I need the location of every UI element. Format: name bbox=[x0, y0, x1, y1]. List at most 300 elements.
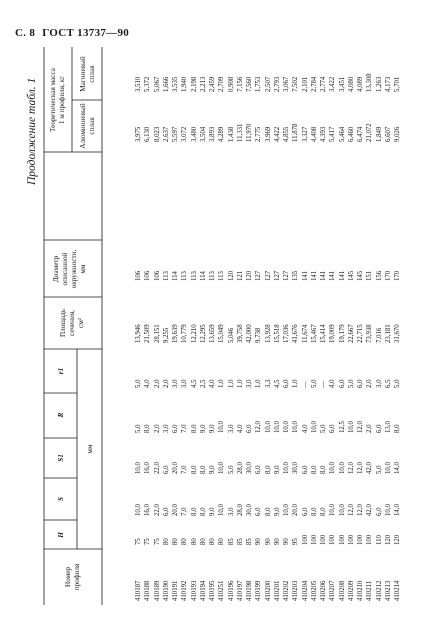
cell-magnesium: 7,156 bbox=[236, 76, 244, 92]
cell-r: 5,0 bbox=[320, 424, 327, 433]
cell-s1: 28,0 bbox=[236, 462, 244, 474]
cell-profile-number: 410209 bbox=[347, 580, 355, 601]
cell-s1: 5,0 bbox=[227, 465, 235, 474]
cell-diameter: 113 bbox=[162, 271, 170, 281]
cell-magnesium: 2,213 bbox=[199, 76, 207, 92]
cell-profile-number: 410206 bbox=[320, 580, 327, 601]
cell-magnesium: 2,774 bbox=[320, 76, 327, 92]
cell-area: 11,674 bbox=[301, 324, 309, 343]
cell-r1: 1,0 bbox=[255, 379, 263, 388]
cell-area: 19,009 bbox=[329, 324, 337, 343]
cell-s1: 10,0 bbox=[329, 462, 337, 474]
cell-area: 22,715 bbox=[357, 324, 364, 343]
rotated-table bbox=[22, 45, 412, 605]
cell-diameter: 106 bbox=[153, 270, 161, 281]
cell-area: 12,210 bbox=[190, 324, 198, 343]
cell-diameter: 113 bbox=[190, 271, 198, 281]
cell-magnesium: 2,784 bbox=[310, 76, 318, 92]
column-profile-number bbox=[134, 557, 402, 601]
cell-r: 6,0 bbox=[329, 424, 337, 433]
cell-s: 9,0 bbox=[209, 507, 216, 516]
cell-area: 7,016 bbox=[375, 327, 383, 343]
cell-area: 15,049 bbox=[218, 324, 226, 343]
cell-r1: 5,0 bbox=[135, 379, 142, 388]
cell-area: 15,467 bbox=[310, 324, 318, 343]
cell-diameter: 114 bbox=[199, 271, 207, 281]
cell-profile-number: 410197 bbox=[236, 580, 244, 601]
cell-magnesium: 1,753 bbox=[255, 76, 263, 92]
cell-area: 13,659 bbox=[209, 324, 216, 343]
cell-area: 73,938 bbox=[366, 324, 374, 343]
header-mass-2: 1 м профиля, кг bbox=[58, 75, 66, 125]
cell-profile-number: 410205 bbox=[310, 580, 318, 601]
cell-h: 100 bbox=[320, 534, 327, 545]
cell-profile-number: 410189 bbox=[153, 580, 161, 601]
cell-diameter: 141 bbox=[301, 270, 309, 281]
cell-s1: 10,0 bbox=[283, 462, 290, 474]
column-r bbox=[134, 403, 402, 433]
header-aluminum-1: Алюминиевый bbox=[79, 103, 87, 149]
cell-s: 8,0 bbox=[199, 507, 207, 516]
cell-diameter: 170 bbox=[384, 270, 392, 281]
cell-s: 42,0 bbox=[366, 504, 374, 516]
cell-s: 20,0 bbox=[172, 504, 179, 516]
cell-r: 6,0 bbox=[172, 424, 179, 433]
cell-s1: 8,0 bbox=[310, 465, 318, 474]
page-header bbox=[15, 27, 133, 39]
cell-s: 8,0 bbox=[310, 507, 318, 516]
column-r1 bbox=[134, 360, 402, 388]
cell-aluminum: 1,438 bbox=[227, 126, 235, 142]
cell-aluminum: 6,474 bbox=[357, 126, 364, 142]
header-mass-1: Теоретическая масса bbox=[49, 68, 57, 132]
cell-area: 41,676 bbox=[292, 324, 300, 343]
cell-profile-number: 410196 bbox=[227, 580, 235, 601]
cell-s: 10,0 bbox=[338, 504, 346, 516]
cell-diameter: 114 bbox=[172, 271, 179, 281]
cell-s1: 9,0 bbox=[209, 465, 216, 474]
cell-magnesium: 5,372 bbox=[144, 76, 152, 92]
cell-r: 5,0 bbox=[135, 424, 142, 433]
cell-r1: 1,0 bbox=[227, 379, 235, 388]
cell-magnesium: 2,101 bbox=[301, 76, 309, 92]
cell-r: 13,0 bbox=[384, 421, 392, 433]
cell-aluminum: 8,023 bbox=[153, 126, 161, 142]
cell-s: 12,0 bbox=[347, 504, 355, 516]
cell-h: 80 bbox=[218, 538, 226, 545]
cell-magnesium: 3,422 bbox=[329, 76, 337, 92]
cell-r1: 4,5 bbox=[273, 379, 281, 388]
cell-s1: 10,0 bbox=[218, 462, 226, 474]
cell-r: 10,0 bbox=[310, 421, 318, 433]
cell-r: 9,0 bbox=[199, 424, 207, 433]
cell-h: 80 bbox=[172, 538, 179, 545]
cell-aluminum: 4,289 bbox=[218, 126, 226, 142]
cell-area: 12,295 bbox=[199, 324, 207, 343]
cell-r1: 6,0 bbox=[283, 379, 290, 388]
cell-aluminum: 5,464 bbox=[338, 126, 346, 142]
cell-area: 15,518 bbox=[273, 324, 281, 343]
cell-magnesium: 1,940 bbox=[181, 76, 189, 92]
cell-r1: 1,0 bbox=[292, 379, 300, 388]
cell-aluminum: 5,417 bbox=[329, 126, 337, 142]
cell-magnesium: 4,089 bbox=[357, 76, 364, 92]
cell-s: 10,0 bbox=[218, 504, 226, 516]
cell-area: 15,414 bbox=[320, 324, 327, 343]
page-number: С. 8 bbox=[15, 27, 36, 39]
cell-s1: 22,0 bbox=[153, 462, 161, 474]
cell-s1: 20,0 bbox=[172, 462, 179, 474]
cell-aluminum: 2,637 bbox=[162, 126, 170, 142]
header-profile-number-1: Номер bbox=[64, 567, 72, 587]
cell-diameter: 127 bbox=[264, 270, 272, 281]
cell-s1: 5,0 bbox=[375, 465, 383, 474]
cell-h: 80 bbox=[190, 538, 198, 545]
cell-magnesium: 5,701 bbox=[394, 76, 401, 92]
cell-s1: 9,0 bbox=[273, 465, 281, 474]
cell-magnesium: 3,067 bbox=[283, 76, 290, 92]
cell-area: 5,046 bbox=[227, 327, 235, 343]
cell-r: 4,0 bbox=[236, 424, 244, 433]
cell-area: 22,667 bbox=[347, 324, 355, 343]
cell-diameter: 141 bbox=[329, 270, 337, 281]
cell-r1: 4,0 bbox=[329, 379, 337, 388]
cell-diameter: 106 bbox=[135, 270, 142, 281]
cell-s1: 8,0 bbox=[320, 465, 327, 474]
header-mm: мм bbox=[86, 444, 94, 454]
cell-h: 90 bbox=[283, 538, 290, 545]
cell-h: 85 bbox=[246, 538, 253, 545]
column-s1 bbox=[134, 444, 402, 474]
cell-r1: 3,0 bbox=[172, 379, 179, 388]
cell-profile-number: 410198 bbox=[246, 580, 253, 601]
cell-aluminum: 3,893 bbox=[209, 126, 216, 142]
header-diameter-1: Диаметр bbox=[52, 255, 60, 283]
cell-magnesium: 2,507 bbox=[264, 76, 272, 92]
cell-area: 13,946 bbox=[135, 324, 142, 343]
cell-diameter: 145 bbox=[347, 270, 355, 281]
cell-s1: 6,0 bbox=[255, 465, 263, 474]
cell-s: 16,0 bbox=[144, 504, 152, 516]
cell-magnesium: 1,666 bbox=[162, 76, 170, 92]
cell-h: 75 bbox=[135, 538, 142, 545]
header-diameter-4: мм bbox=[79, 264, 87, 274]
cell-s: 10,0 bbox=[135, 504, 142, 516]
cell-r1: 3,0 bbox=[246, 379, 253, 388]
column-s bbox=[134, 486, 402, 516]
cell-magnesium: 4,080 bbox=[347, 76, 355, 92]
cell-area: 19,179 bbox=[338, 324, 346, 343]
cell-r: 10,0 bbox=[273, 421, 281, 433]
cell-magnesium: 0,908 bbox=[227, 76, 235, 92]
cell-magnesium: 3,510 bbox=[135, 76, 142, 92]
cell-h: 95 bbox=[292, 538, 300, 545]
cell-r: 12,0 bbox=[357, 421, 364, 433]
cell-magnesium: 2,793 bbox=[273, 76, 281, 92]
cell-h: 100 bbox=[347, 534, 355, 545]
cell-r1: 3,0 bbox=[181, 379, 189, 388]
cell-h: 100 bbox=[366, 534, 374, 545]
cell-diameter: 151 bbox=[366, 270, 374, 281]
cell-s: 20,0 bbox=[292, 504, 300, 516]
cell-r: 6,0 bbox=[375, 424, 383, 433]
cell-r1: 2,0 bbox=[366, 379, 374, 388]
cell-profile-number: 410204 bbox=[301, 580, 309, 601]
cell-aluminum: 21,072 bbox=[366, 123, 374, 142]
cell-magnesium: 7,560 bbox=[246, 76, 253, 92]
cell-r: 8,0 bbox=[144, 424, 152, 433]
cell-area: 10,779 bbox=[181, 324, 189, 343]
cell-r: 3,0 bbox=[227, 424, 235, 433]
cell-profile-number: 410207 bbox=[329, 580, 337, 601]
cell-profile-number: 410212 bbox=[375, 580, 383, 601]
cell-aluminum: 9,026 bbox=[394, 126, 401, 142]
header-aluminum-2: сплав bbox=[88, 117, 96, 135]
cell-h: 85 bbox=[236, 538, 244, 545]
cell-diameter: 113 bbox=[181, 271, 189, 281]
cell-r1: 5,0 bbox=[394, 379, 401, 388]
cell-r1: 4,0 bbox=[209, 379, 216, 388]
cell-profile-number: 410201 bbox=[273, 580, 281, 601]
cell-s1: 30,0 bbox=[246, 462, 253, 474]
cell-h: 120 bbox=[384, 534, 392, 545]
cell-diameter: 141 bbox=[320, 270, 327, 281]
cell-h: 90 bbox=[273, 538, 281, 545]
column-area bbox=[134, 307, 402, 343]
cell-r: 3,0 bbox=[162, 424, 170, 433]
cell-s1: 30,0 bbox=[292, 462, 300, 474]
cell-aluminum: 1,849 bbox=[375, 126, 383, 142]
cell-aluminum: 6,607 bbox=[384, 126, 392, 142]
cell-area: 39,758 bbox=[236, 324, 244, 343]
cell-s1: 10,0 bbox=[135, 462, 142, 474]
cell-s: 6,0 bbox=[255, 507, 263, 516]
cell-r1: 1,0 bbox=[218, 379, 226, 388]
cell-s: 28,0 bbox=[236, 504, 244, 516]
cell-aluminum: 2,775 bbox=[255, 126, 263, 142]
cell-profile-number: 410208 bbox=[338, 580, 346, 601]
cell-h: 100 bbox=[338, 534, 346, 545]
cell-r: 2,0 bbox=[366, 424, 374, 433]
cell-aluminum: 3,072 bbox=[181, 126, 189, 142]
cell-s1: 6,0 bbox=[301, 465, 309, 474]
cell-r: 10,0 bbox=[218, 421, 226, 433]
cell-h: 85 bbox=[227, 538, 235, 545]
cell-r1: 1,0 bbox=[236, 379, 244, 388]
cell-r1: 6,5 bbox=[384, 379, 392, 388]
cell-aluminum: 11,878 bbox=[292, 123, 300, 142]
cell-area: 31,670 bbox=[394, 324, 401, 343]
header-magnesium-2: сплав bbox=[88, 65, 96, 83]
cell-aluminum: 3,975 bbox=[135, 126, 142, 142]
cell-profile-number: 410192 bbox=[181, 580, 189, 601]
cell-r1: 4,5 bbox=[190, 379, 198, 388]
column-h bbox=[134, 525, 402, 545]
column-magnesium bbox=[134, 56, 402, 92]
cell-diameter: 127 bbox=[273, 270, 281, 281]
header-profile-number-2: профиля bbox=[73, 563, 81, 591]
cell-r: 10,0 bbox=[283, 421, 290, 433]
cell-s: 8,0 bbox=[264, 507, 272, 516]
cell-h: 75 bbox=[153, 538, 161, 545]
header-area-1: Площадь bbox=[59, 308, 67, 338]
cell-magnesium: 2,459 bbox=[209, 76, 216, 92]
cell-r: 10,0 bbox=[264, 421, 272, 433]
cell-diameter: 120 bbox=[246, 270, 253, 281]
cell-profile-number: 410188 bbox=[144, 580, 152, 601]
cell-profile-number: 410195 bbox=[209, 580, 216, 601]
cell-s: 8,0 bbox=[320, 507, 327, 516]
cell-h: 75 bbox=[144, 538, 152, 545]
cell-r1: — bbox=[320, 381, 327, 388]
cell-diameter: 106 bbox=[144, 270, 152, 281]
cell-area: 28,151 bbox=[153, 324, 161, 343]
cell-profile-number: 410193 bbox=[190, 580, 198, 601]
cell-h: 80 bbox=[181, 538, 189, 545]
cell-magnesium: 4,173 bbox=[384, 76, 392, 92]
cell-diameter: 156 bbox=[375, 270, 383, 281]
cell-h: 100 bbox=[310, 534, 318, 545]
cell-aluminum: 4,408 bbox=[310, 126, 318, 142]
header-s: S bbox=[57, 497, 65, 501]
cell-diameter: 113 bbox=[209, 271, 216, 281]
cell-s: 10,0 bbox=[329, 504, 337, 516]
cell-r: 12,0 bbox=[255, 421, 263, 433]
cell-r: 10,0 bbox=[347, 421, 355, 433]
cell-s: 7,0 bbox=[181, 507, 189, 516]
cell-s1: 14,0 bbox=[394, 462, 401, 474]
cell-diameter: 127 bbox=[283, 270, 290, 281]
cell-r: 2,0 bbox=[153, 424, 161, 433]
column-aluminum bbox=[134, 106, 402, 142]
cell-diameter: 170 bbox=[394, 270, 401, 281]
cell-h: 100 bbox=[301, 534, 309, 545]
cell-r1: 3,0 bbox=[375, 379, 383, 388]
cell-magnesium: 13,308 bbox=[366, 73, 374, 92]
cell-s: 14,0 bbox=[394, 504, 401, 516]
cell-s: 22,0 bbox=[153, 504, 161, 516]
cell-s1: 6,0 bbox=[162, 465, 170, 474]
cell-area: 21,509 bbox=[144, 324, 152, 343]
cell-h: 100 bbox=[357, 534, 364, 545]
cell-profile-number: 410187 bbox=[135, 580, 142, 601]
cell-r1: 5,0 bbox=[310, 379, 318, 388]
cell-diameter: 145 bbox=[357, 270, 364, 281]
cell-diameter: 121 bbox=[236, 270, 244, 281]
cell-s: 8,0 bbox=[190, 507, 198, 516]
cell-magnesium: 7,502 bbox=[292, 76, 300, 92]
cell-area: 13,928 bbox=[264, 324, 272, 343]
standard-id: ГОСТ 13737—90 bbox=[42, 27, 130, 39]
header-h: H bbox=[57, 532, 65, 538]
cell-magnesium: 2,198 bbox=[190, 76, 198, 92]
cell-aluminum: 4,393 bbox=[320, 126, 327, 142]
cell-magnesium: 2,709 bbox=[218, 76, 226, 92]
cell-profile-number: 410203 bbox=[292, 580, 300, 601]
cell-diameter: 120 bbox=[227, 270, 235, 281]
cell-r: 12,5 bbox=[338, 421, 346, 433]
header-diameter-3: окружности, bbox=[70, 249, 78, 289]
header-r: R bbox=[57, 412, 65, 418]
cell-s1: 7,0 bbox=[181, 465, 189, 474]
cell-diameter: 127 bbox=[255, 270, 263, 281]
cell-s: 6,0 bbox=[301, 507, 309, 516]
cell-h: 110 bbox=[375, 535, 383, 545]
cell-r: 9,0 bbox=[209, 424, 216, 433]
cell-s: 30,0 bbox=[246, 504, 253, 516]
cell-r1: 2,0 bbox=[153, 379, 161, 388]
cell-area: 19,639 bbox=[172, 324, 179, 343]
cell-area: 9,255 bbox=[162, 327, 170, 343]
cell-s: 3,0 bbox=[227, 507, 235, 516]
cell-r: 8,0 bbox=[394, 424, 401, 433]
cell-r1: 2,0 bbox=[162, 379, 170, 388]
cell-magnesium: 5,067 bbox=[153, 76, 161, 92]
header-r1: r1 bbox=[57, 367, 65, 375]
cell-aluminum: 3,327 bbox=[301, 126, 309, 142]
cell-r1: — bbox=[301, 381, 309, 388]
cell-r1: 3,3 bbox=[264, 379, 272, 388]
cell-area: 23,181 bbox=[384, 324, 392, 343]
cell-diameter: 113 bbox=[218, 271, 226, 281]
cell-aluminum: 6,130 bbox=[144, 126, 152, 142]
cell-r1: 5,0 bbox=[347, 379, 355, 388]
cell-r: 6,0 bbox=[246, 424, 253, 433]
cell-aluminum: 3,504 bbox=[199, 126, 207, 142]
cell-profile-number: 410251 bbox=[218, 580, 226, 601]
cell-diameter: 141 bbox=[338, 270, 346, 281]
header-s1: S1 bbox=[57, 454, 65, 462]
cell-s: 10,0 bbox=[384, 504, 392, 516]
cell-aluminum: 4,855 bbox=[283, 126, 290, 142]
cell-s: 12,0 bbox=[357, 504, 364, 516]
cell-magnesium: 1,263 bbox=[375, 76, 383, 92]
cell-r1: 6,0 bbox=[357, 379, 364, 388]
cell-s1: 8,0 bbox=[190, 465, 198, 474]
cell-profile-number: 410213 bbox=[384, 580, 392, 601]
cell-h: 120 bbox=[394, 534, 401, 545]
cell-r: 8,0 bbox=[190, 424, 198, 433]
cell-s: 10,0 bbox=[283, 504, 290, 516]
cell-h: 80 bbox=[162, 538, 170, 545]
cell-aluminum: 6,460 bbox=[347, 126, 355, 142]
cell-aluminum: 11,970 bbox=[246, 123, 253, 142]
cell-area: 9,738 bbox=[255, 327, 263, 343]
cell-s: 9,0 bbox=[273, 507, 281, 516]
cell-r1: 4,0 bbox=[144, 379, 152, 388]
cell-area: 17,036 bbox=[283, 324, 290, 343]
cell-profile-number: 410194 bbox=[199, 580, 207, 601]
table-continuation-title: Продолжение табл. 1 bbox=[26, 77, 38, 185]
cell-s1: 10,0 bbox=[384, 462, 392, 474]
header-area-2: сечения, bbox=[68, 310, 76, 336]
cell-s1: 12,0 bbox=[347, 462, 355, 474]
cell-aluminum: 5,597 bbox=[172, 126, 179, 142]
cell-profile-number: 410190 bbox=[162, 580, 170, 601]
cell-r: 7,0 bbox=[181, 424, 189, 433]
cell-s1: 42,0 bbox=[366, 462, 374, 474]
cell-s: 6,0 bbox=[162, 507, 170, 516]
cell-s1: 8,0 bbox=[264, 465, 272, 474]
header-area-3: см² bbox=[77, 318, 85, 328]
cell-h: 90 bbox=[264, 538, 272, 545]
cell-h: 80 bbox=[199, 538, 207, 545]
cell-s: 6,0 bbox=[375, 507, 383, 516]
cell-diameter: 141 bbox=[310, 270, 318, 281]
cell-s1: 12,0 bbox=[357, 462, 364, 474]
cell-r: 10,0 bbox=[292, 421, 300, 433]
cell-r: 4,0 bbox=[301, 424, 309, 433]
